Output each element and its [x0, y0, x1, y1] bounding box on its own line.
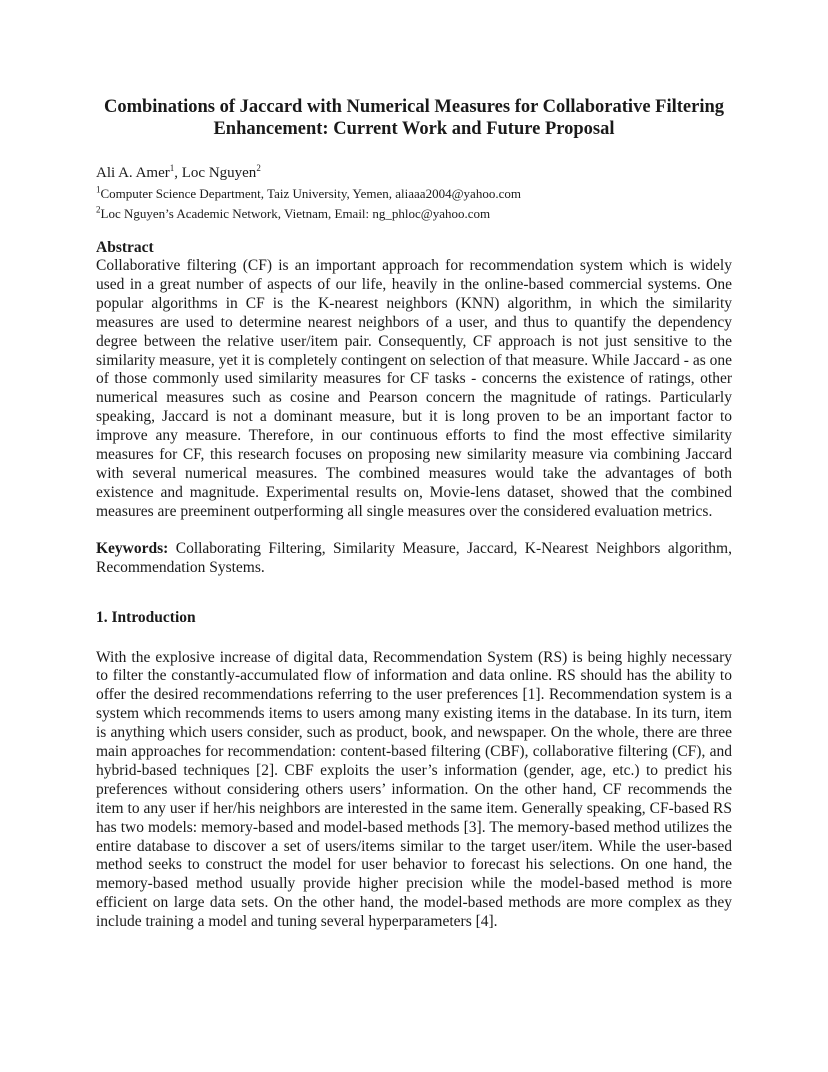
author-name: Loc Nguyen	[181, 165, 257, 181]
affiliation-2	[96, 205, 732, 222]
keywords-text: Collaborating Filtering, Similarity Measure, Jaccard, K-Nearest Neighbors algorithm, Recommendation Systems.	[96, 539, 732, 576]
author-affiliation-mark: 2	[256, 163, 261, 173]
affiliation-1	[96, 185, 732, 202]
author-affiliation-mark: 1	[169, 163, 175, 173]
keywords-label: Keywords:	[96, 539, 169, 557]
author-separator: ,	[174, 165, 182, 181]
keywords	[96, 540, 732, 578]
author-list	[96, 164, 732, 182]
title-line-2: Enhancement: Current Work and Future Proposal	[213, 119, 615, 139]
paper-title	[96, 96, 732, 140]
author-name: Ali A. Amer	[96, 165, 170, 181]
affiliation-text: Computer Science Department, Taiz University, Yemen, aliaaa2004@yahoo.com	[100, 186, 521, 201]
affiliation-mark: 2	[96, 204, 101, 215]
abstract-heading: Abstract	[96, 239, 154, 256]
section-heading: 1. Introduction	[96, 608, 196, 626]
paper-page	[96, 96, 732, 948]
title-line-1: Combinations of Jaccard with Numerical Measures for Collaborative Filtering	[103, 97, 724, 117]
affiliation-mark: 1	[96, 184, 101, 195]
affiliation-text: Loc Nguyen’s Academic Network, Vietnam, Email: ng_phloc@yahoo.com	[100, 206, 491, 221]
abstract-text: Collaborative filtering (CF) is an important approach for recommendation system which is widely used in a great number of aspects of our life, heavily in the online-based commercial systems. One popular algorithms in CF is the K-nearest neighbors (KNN) algorithm, in which the similarity measures are used to determine nearest neighbors of a user, and thus to quantify the dependency degree between the relative user/item pair. Consequently, CF approach is not just sensitive to the similarity measure, yet it is completely contingent on selection of that measure. While Jaccard - as one of those commonly used similarity measures for CF tasks - concerns the existence of ratings, other numerical measures such as cosine and Pearson concern the magnitude of ratings. Particularly speaking, Jaccard is not a dominant measure, but it is long proven to be an important factor to improve any measure. Therefore, in our continuous efforts to find the most effective similarity measures for CF, this research focuses on proposing new similarity measure via combining Jaccard with several numerical measures. The combined measures would take the advantages of both existence and magnitude. Experimental results on, Movie-lens dataset, showed that the combined measures are preeminent outperforming all single measures over the considered evaluation metrics.	[96, 257, 732, 520]
introduction-text: With the explosive increase of digital data, Recommendation System (RS) is being highly necessary to filter the constantly-accumulated flow of information and data online. RS should has the ability to offer the desired recommendations referring to the user preferences [1]. Recommendation system is a system which recommends items to users among many existing items in the database. In its turn, item is anything which users consider, such as product, book, and newspaper. On the whole, there are three main approaches for recommendation: content-based filtering (CBF), collaborative filtering (CF), and hybrid-based techniques [2]. CBF exploits the user’s information (gender, age, etc.) to predict his preferences without considering others users’ information. On the other hand, CF recommends the item to any user if her/his neighbors are interested in the same item. Generally speaking, CF-based RS has two models: memory-based and model-based methods [3]. The memory-based method utilizes the entire database to discover a set of users/items similar to the target user/item. While the user-based method seeks to construct the model for user behavior to forecast his selections. On one hand, the memory-based method usually provide higher precision while the model-based method is more efficient on large data sets. On the other hand, the model-based methods are more complex as they include training a model and tuning several hyperparameters [4].	[96, 648, 732, 931]
